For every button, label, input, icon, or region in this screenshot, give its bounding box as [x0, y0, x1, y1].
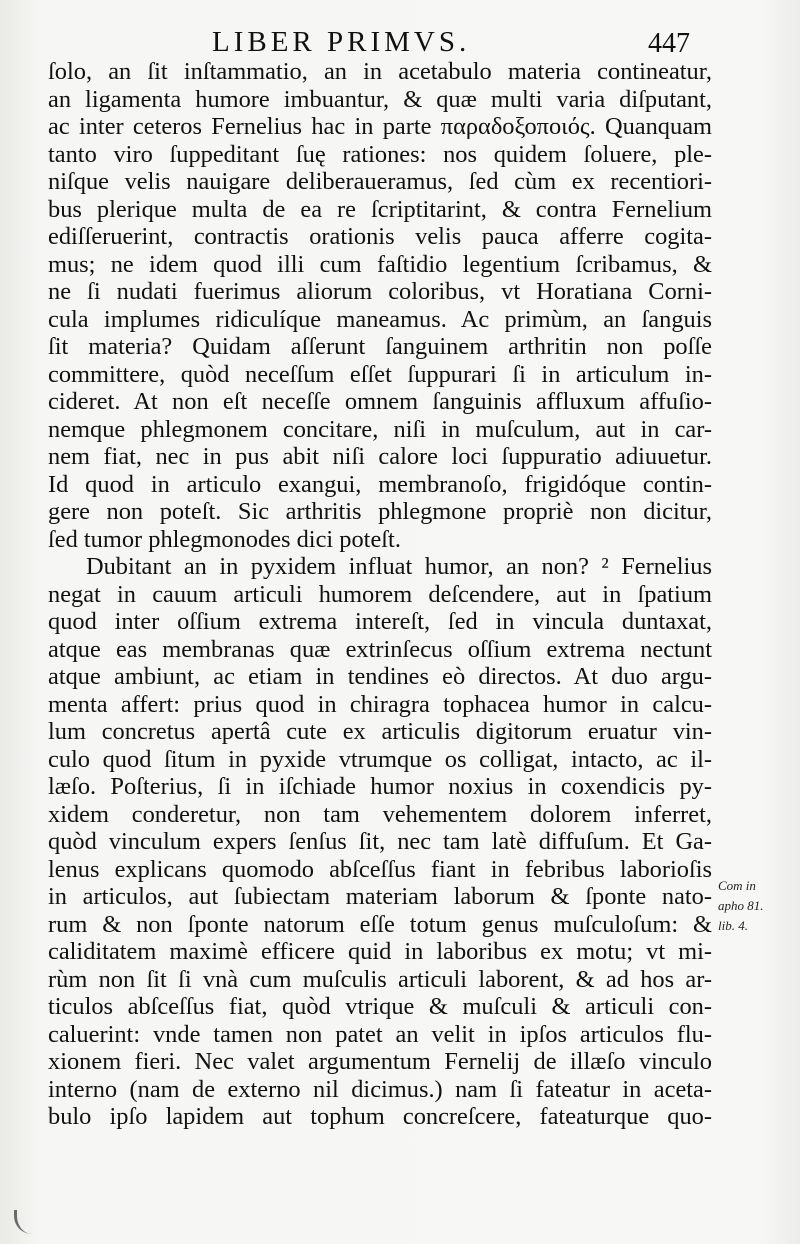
- text-line: atque ambiunt, ac etiam in tendines eò directos. At duo argu-: [48, 663, 712, 690]
- text-line: ne ſi nudati fuerimus aliorum coloribus, vt Horatiana Corni-: [48, 278, 712, 305]
- text-line: bulo ipſo lapidem aut tophum concreſcere, fateaturque quo-: [48, 1103, 712, 1130]
- text-line: xionem fieri. Nec valet argumentum Fernelij de illæſo vinculo: [48, 1048, 712, 1075]
- text-line: quòd vinculum expers ſenſus ſit, nec tam latè diffuſum. Et Ga-: [48, 828, 712, 855]
- text-line: cula implumes ridiculíque maneamus. Ac primùm, an ſanguis: [48, 305, 712, 333]
- body-text: [48, 58, 712, 1131]
- marginal-note-line: apho 81.: [718, 898, 764, 913]
- text-line: in articulos, aut ſubiectam materiam laborum & ſponte nato-: [48, 883, 712, 910]
- text-line: nemque phlegmonem concitare, niſi in muſculum, aut in car-: [48, 415, 712, 443]
- text-line: lenus explicans quomodo abſceſſus fiant in febribus laborioſis: [48, 855, 712, 883]
- text-line: committere, quòd neceſſum eſſet ſuppurari ſi in articulum in-: [48, 360, 712, 388]
- text-line: nem fiat, nec in pus abit niſi calore loci ſuppuratio adiuuetur.: [48, 443, 712, 470]
- text-line: lum concretus apertâ cute ex articulis digitorum eruatur vin-: [48, 718, 712, 745]
- text-line: ſit materia? Quidam aſſerunt ſanguinem arthritin non poſſe: [48, 333, 712, 360]
- text-line: ſolo, an ſit inſtammatio, an in acetabulo materia contineatur,: [48, 58, 712, 85]
- text-line: mus; ne idem quod illi cum faſtidio legentium ſcribamus, &: [48, 250, 712, 278]
- text-line: an ligamenta humore imbuantur, & quæ multi varia diſputant,: [48, 85, 712, 113]
- text-line: quod inter oſſium extrema intereſt, ſed in vincula duntaxat,: [48, 608, 712, 635]
- text-line: niſque velis nauigare deliberaueramus, ſed cùm ex recentiori-: [48, 168, 712, 195]
- text-line: ac inter ceteros Fernelius hac in parte παραδοξοποιός. Quanquam: [48, 113, 712, 140]
- text-line: Id quod in articulo exangui, membranoſo, frigidóque contin-: [48, 470, 712, 498]
- text-line: culo quod ſitum in pyxide vtrumque os colligat, intacto, ac il-: [48, 745, 712, 773]
- paragraph-start-line: Dubitant an in pyxidem influat humor, an non? ² Fernelius: [86, 553, 712, 580]
- text-line: rum & non ſponte natorum eſſe totum genus muſculoſum: &: [48, 910, 712, 938]
- text-line: bus plerique multa de ea re ſcriptitarint, & contra Fernelium: [48, 195, 712, 223]
- paragraph-end-line: ſed tumor phlegmonodes dici poteſt.: [48, 525, 401, 553]
- text-line: menta affert: prius quod in chiragra tophacea humor in calcu-: [48, 690, 712, 718]
- running-head: LIBER PRIMVS.: [212, 26, 471, 58]
- text-line: cideret. At non eſt neceſſe omnem ſanguinis affluxum affuſio-: [48, 388, 712, 415]
- text-line: caluerint: vnde tamen non patet an velit in ipſos articulos flu-: [48, 1020, 712, 1048]
- text-line: ediſſeruerint, contractis orationis velis pauca afferre cogita-: [48, 223, 712, 250]
- marginal-note: [718, 876, 798, 936]
- text-line: rùm non ſit ſi vnà cum muſculis articuli laborent, & ad hos ar-: [48, 965, 712, 993]
- text-line: ticulos abſceſſus fiat, quòd vtrique & muſculi & articuli con-: [48, 993, 712, 1020]
- marginal-note-line: lib. 4.: [718, 918, 748, 933]
- text-line: gere non poteſt. Sic arthritis phlegmone propriè non dicitur,: [48, 498, 712, 525]
- marginal-note-line: Com in: [718, 878, 756, 893]
- text-line: interno (nam de externo nil dicimus.) nam ſi fateatur in aceta-: [48, 1075, 712, 1103]
- text-line: atque eas membranas quæ extrinſecus oſſium extrema nectunt: [48, 635, 712, 663]
- page-number: 447: [648, 28, 690, 59]
- text-line: tanto viro ſuppeditant ſuę rationes: nos quidem ſoluere, ple-: [48, 140, 712, 168]
- text-line: xidem conderetur, non tam vehementem dolorem inferret,: [48, 800, 712, 828]
- page-edge-mark: [14, 1210, 35, 1234]
- text-line: læſo. Poſterius, ſi in iſchiade humor noxius in coxendicis py-: [48, 773, 712, 800]
- text-line: caliditatem maximè efficere quid in laboribus ex motu; vt mi-: [48, 938, 712, 965]
- text-line: negat in cauum articuli humorem deſcendere, aut in ſpatium: [48, 580, 712, 608]
